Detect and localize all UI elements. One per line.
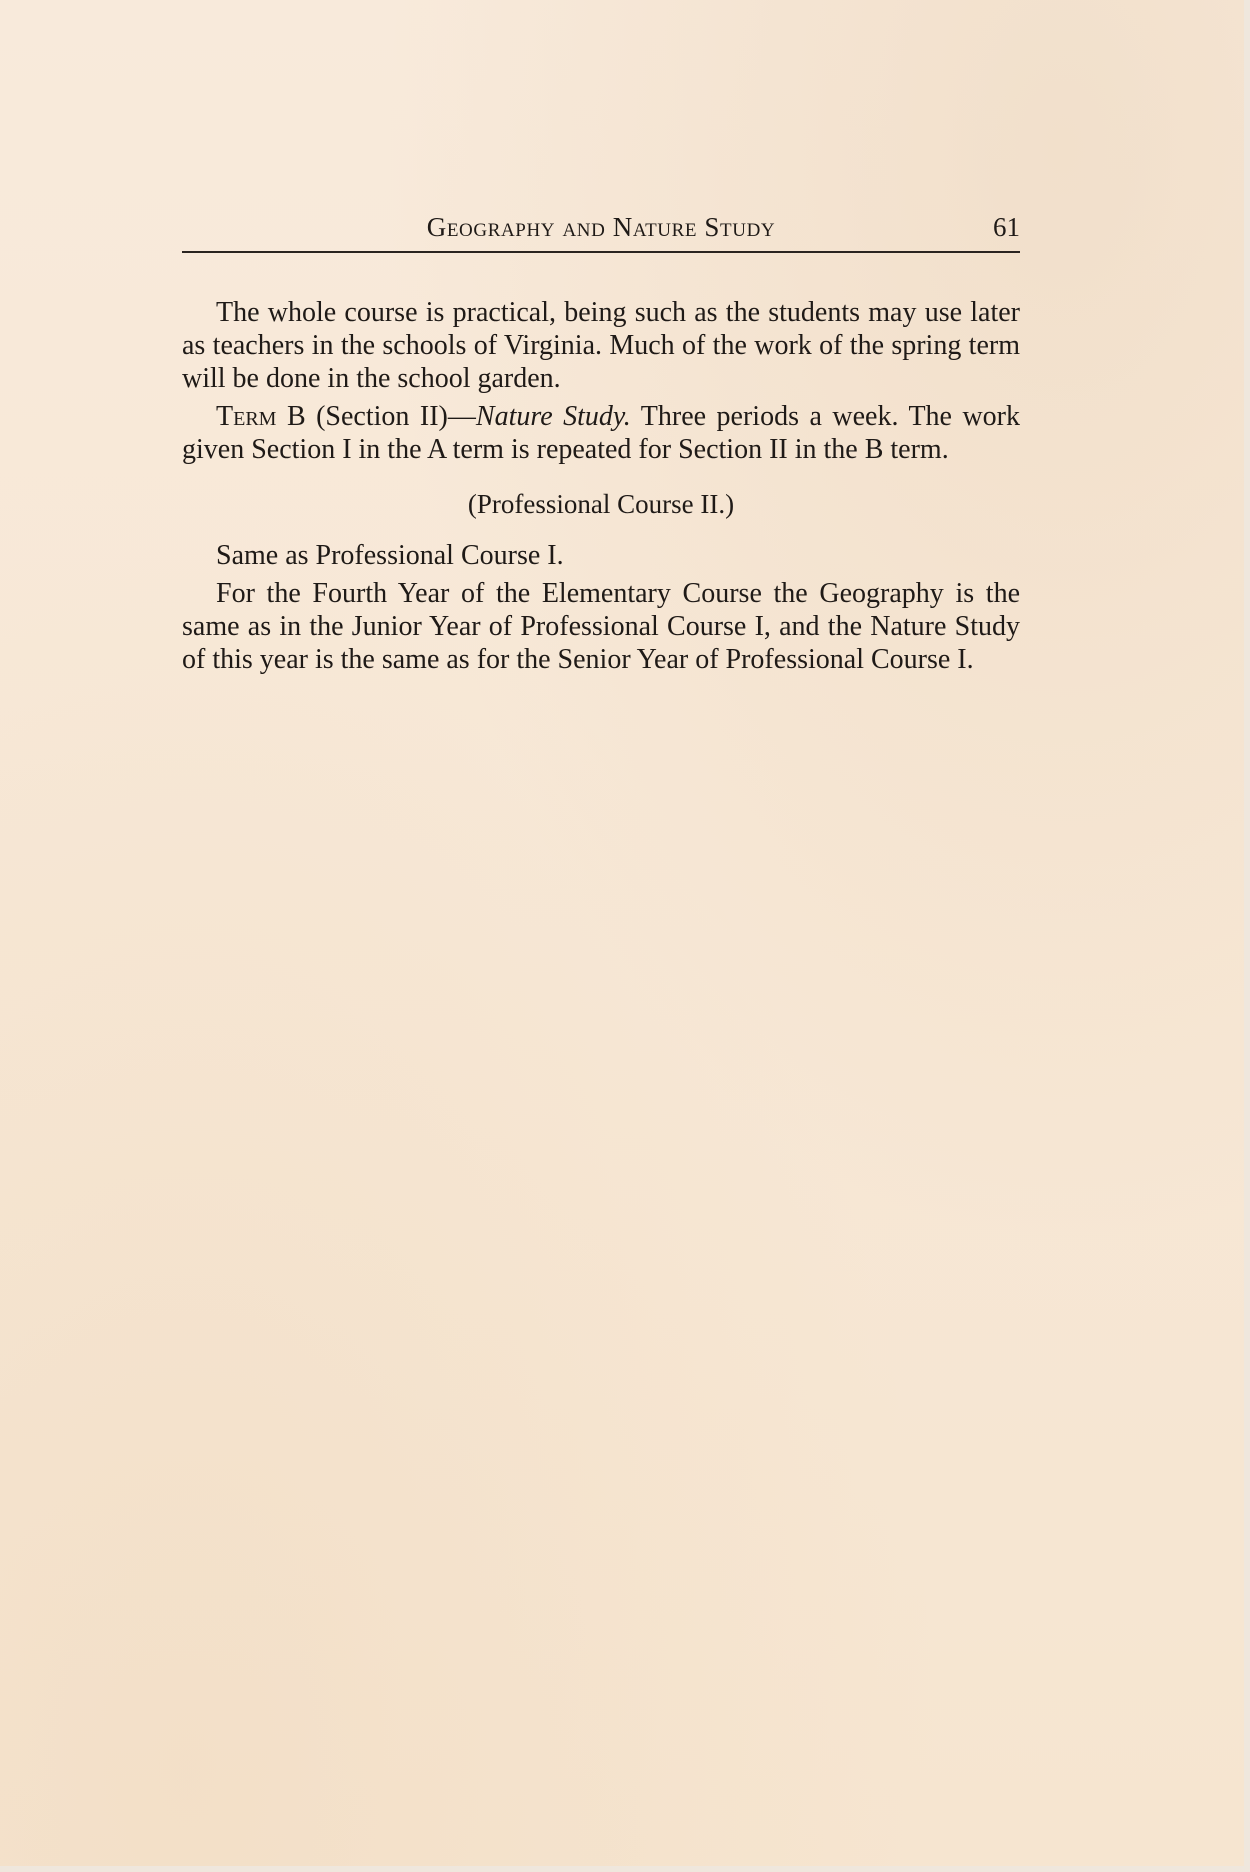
- paragraph-term-b: [182, 400, 1020, 466]
- paragraph-course-practical: The whole course is practical, being such as the students may use later as teachers in the schools of Virginia. Much of the work of the spring term will be done in the school garden.: [182, 297, 1020, 394]
- paragraph-fourth-year: For the Fourth Year of the Elementary Course the Geography is the same as in the Junior Year of Professional Course I, and the Nature Study of this year is the same as for the Senior Year of Professional Course I.: [182, 578, 1020, 675]
- running-head-title: Geography and Nature Study: [426, 212, 776, 242]
- term-section: B (Section II)—: [276, 401, 476, 432]
- section-heading: (Professional Course II.): [467, 489, 735, 519]
- page-edge-bottom: [0, 1866, 1250, 1872]
- header-rule: [182, 251, 1020, 253]
- page-number: 61: [993, 212, 1020, 242]
- page-edge-right: [1244, 0, 1250, 1872]
- body-text: [182, 296, 1020, 676]
- running-head: [182, 212, 1020, 252]
- term-label: Term: [216, 401, 277, 432]
- paragraph-same-as: Same as Professional Course I.: [216, 540, 564, 571]
- term-description: Three periods a week. The work given Section I in the A term is repeated for Section II in the B term.: [182, 401, 1021, 465]
- term-subject: Nature Study.: [475, 401, 631, 432]
